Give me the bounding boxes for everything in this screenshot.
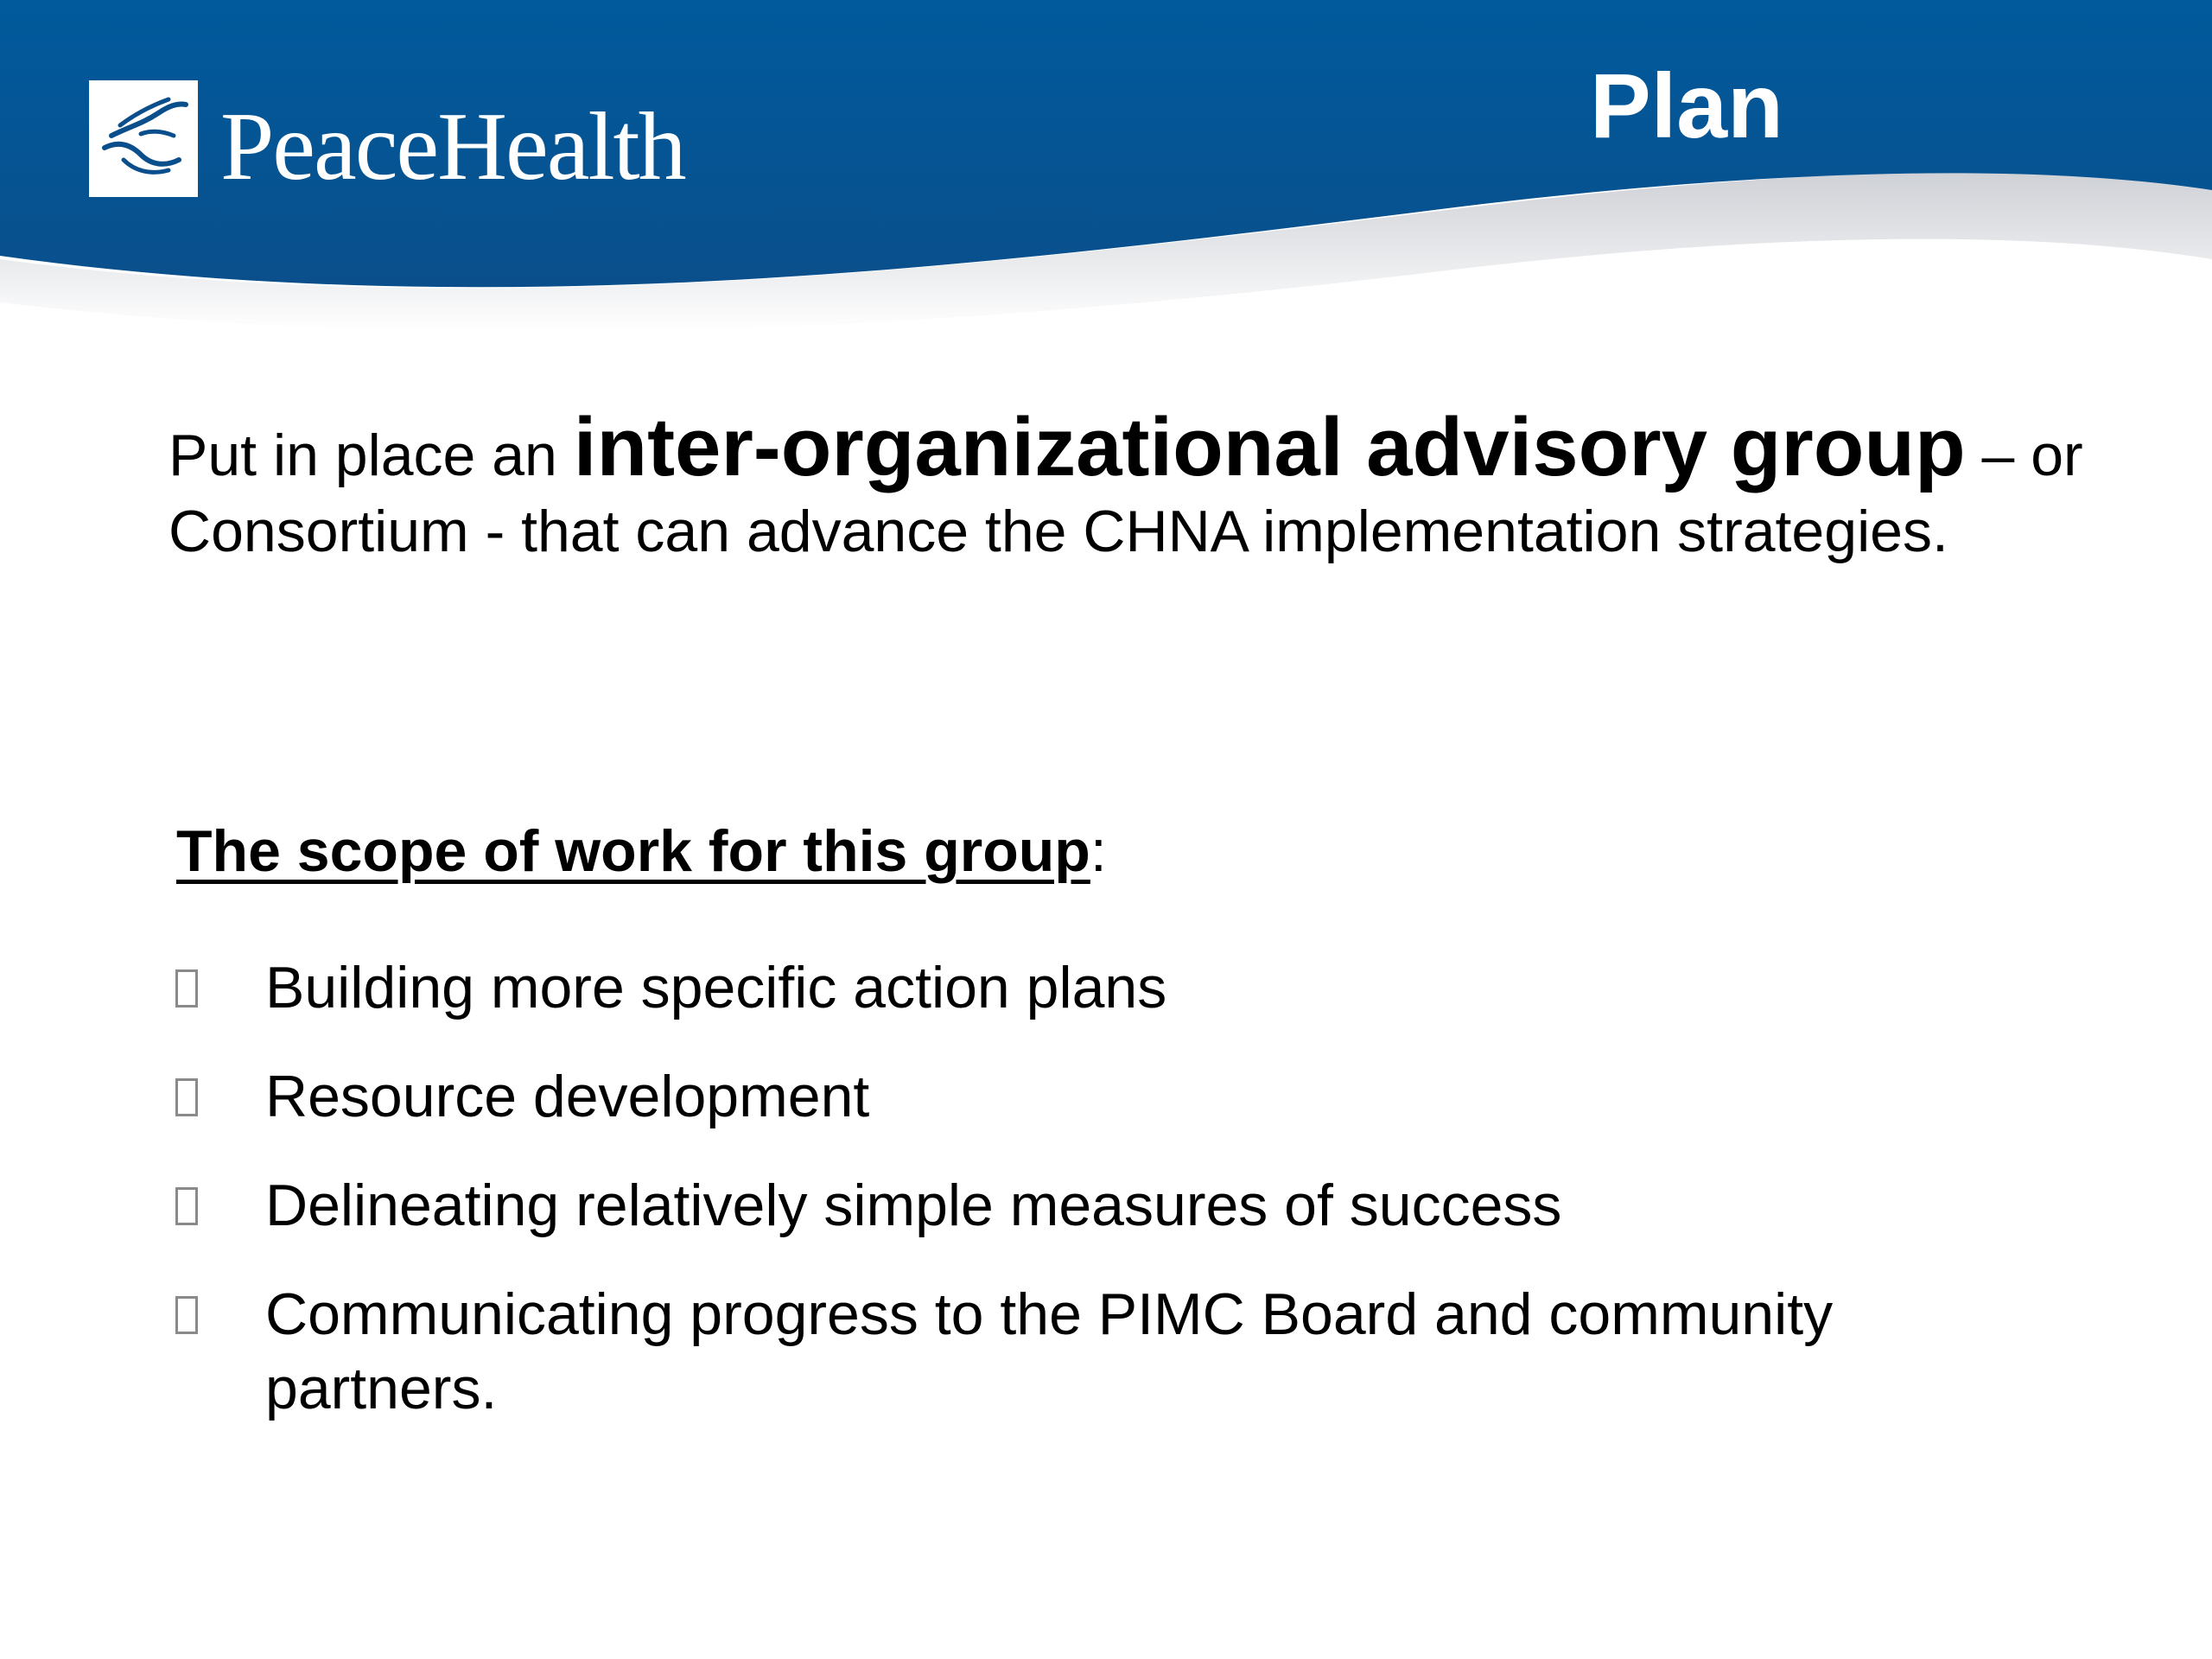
bullet-box-icon [175,1187,198,1225]
list-item [168,950,2113,1025]
list-item [168,1168,2113,1243]
scope-heading-colon: : [1090,818,1107,884]
scope-heading-text: The scope of work for this group [176,818,1090,884]
list-item [168,1277,2113,1426]
list-item-text: Delineating relatively simple measures of success [265,1173,1562,1238]
intro-lead: Put in place an [168,423,574,488]
logo-wordmark: PeaceHealth [220,93,685,200]
scope-list [168,950,2113,1460]
intro-paragraph [168,401,2113,569]
intro-emphasis: inter-organizational advisory group [573,401,1966,493]
list-item-text: Communicating progress to the PIMC Board and community partners. [265,1281,1834,1421]
intro-rest: – or Consortium - that can advance the CHNA implementation strategies. [168,423,2083,564]
dove-icon [89,80,198,197]
scope-heading [176,812,1107,890]
bullet-box-icon [175,1078,198,1116]
list-item [168,1059,2113,1134]
bullet-box-icon [175,1296,198,1334]
list-item-text: Building more specific action plans [265,955,1167,1020]
list-item-text: Resource development [265,1064,870,1129]
slide-title: Plan [1590,55,1783,157]
bullet-box-icon [175,969,198,1007]
